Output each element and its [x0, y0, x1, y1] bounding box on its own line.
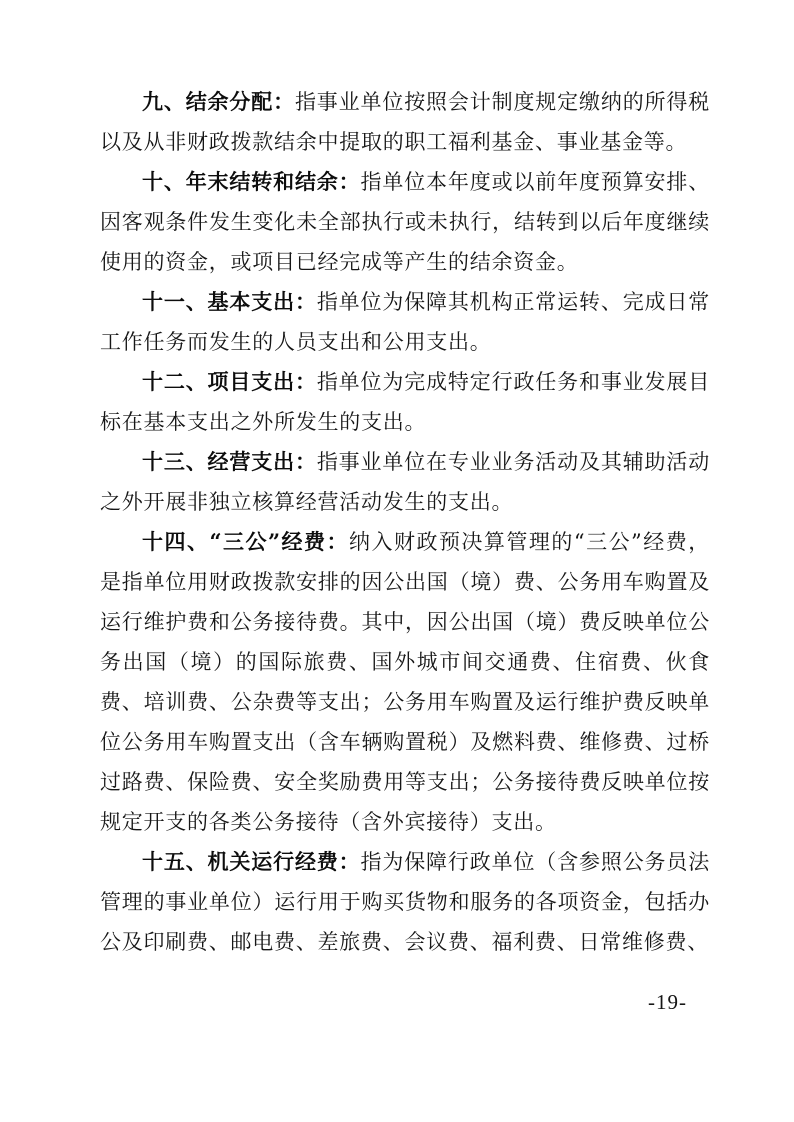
definition-paragraph — [100, 162, 710, 282]
page-number: -19- — [648, 990, 687, 1014]
document-body — [100, 82, 710, 962]
term-definition: 指事业单位在专业业务活动及其辅助活动之外开展非独立核算经营活动发生的支出。 — [100, 450, 711, 514]
definition-paragraph — [100, 842, 710, 962]
term-label: 十、年末结转和结余： — [142, 169, 361, 194]
term-definition: 纳入财政预决算管理的“三公”经费，是指单位用财政拨款安排的因公出国（境）费、公务用车购置及运行维护费和公务接待费。其中，因公出国（境）费反映单位公务出国（境）的国际旅费、国外城市间交通费、住宿费、伙食费、培训费、公杂费等支出；公务用车购置及运行维护费反映单位公务用车购置支出（含车辆购置税）及燃料费、维修费、过桥过路费、保险费、安全奖励费用等支出；公务接待费反映单位按规定开支的各类公务接待（含外宾接待）支出。 — [100, 530, 710, 834]
term-definition: 指单位为完成特定行政任务和事业发展目标在基本支出之外所发生的支出。 — [100, 370, 711, 434]
definition-paragraph — [100, 442, 710, 522]
definition-paragraph — [100, 362, 710, 442]
term-label: 十三、经营支出： — [142, 449, 317, 474]
term-definition: 指单位为保障其机构正常运转、完成日常工作任务而发生的人员支出和公用支出。 — [100, 290, 711, 354]
term-definition: 指单位本年度或以前年度预算安排、因客观条件发生变化未全部执行或未执行，结转到以后年度继续使用的资金，或项目已经完成等产生的结余资金。 — [100, 170, 710, 274]
definition-paragraph — [100, 82, 710, 162]
term-label: 九、结余分配： — [142, 89, 295, 114]
term-definition: 指事业单位按照会计制度规定缴纳的所得税以及从非财政拨款结余中提取的职工福利基金、事业基金等。 — [100, 90, 711, 154]
term-label: 十二、项目支出： — [142, 369, 317, 394]
definition-paragraph — [100, 282, 710, 362]
term-definition: 指为保障行政单位（含参照公务员法管理的事业单位）运行用于购买货物和服务的各项资金，包括办公及印刷费、邮电费、差旅费、会议费、福利费、日常维修费、 — [100, 850, 710, 954]
definition-paragraph — [100, 522, 710, 842]
term-label: 十五、机关运行经费： — [142, 849, 361, 874]
term-label: 十四、“三公”经费： — [142, 529, 350, 554]
term-label: 十一、基本支出： — [142, 289, 317, 314]
